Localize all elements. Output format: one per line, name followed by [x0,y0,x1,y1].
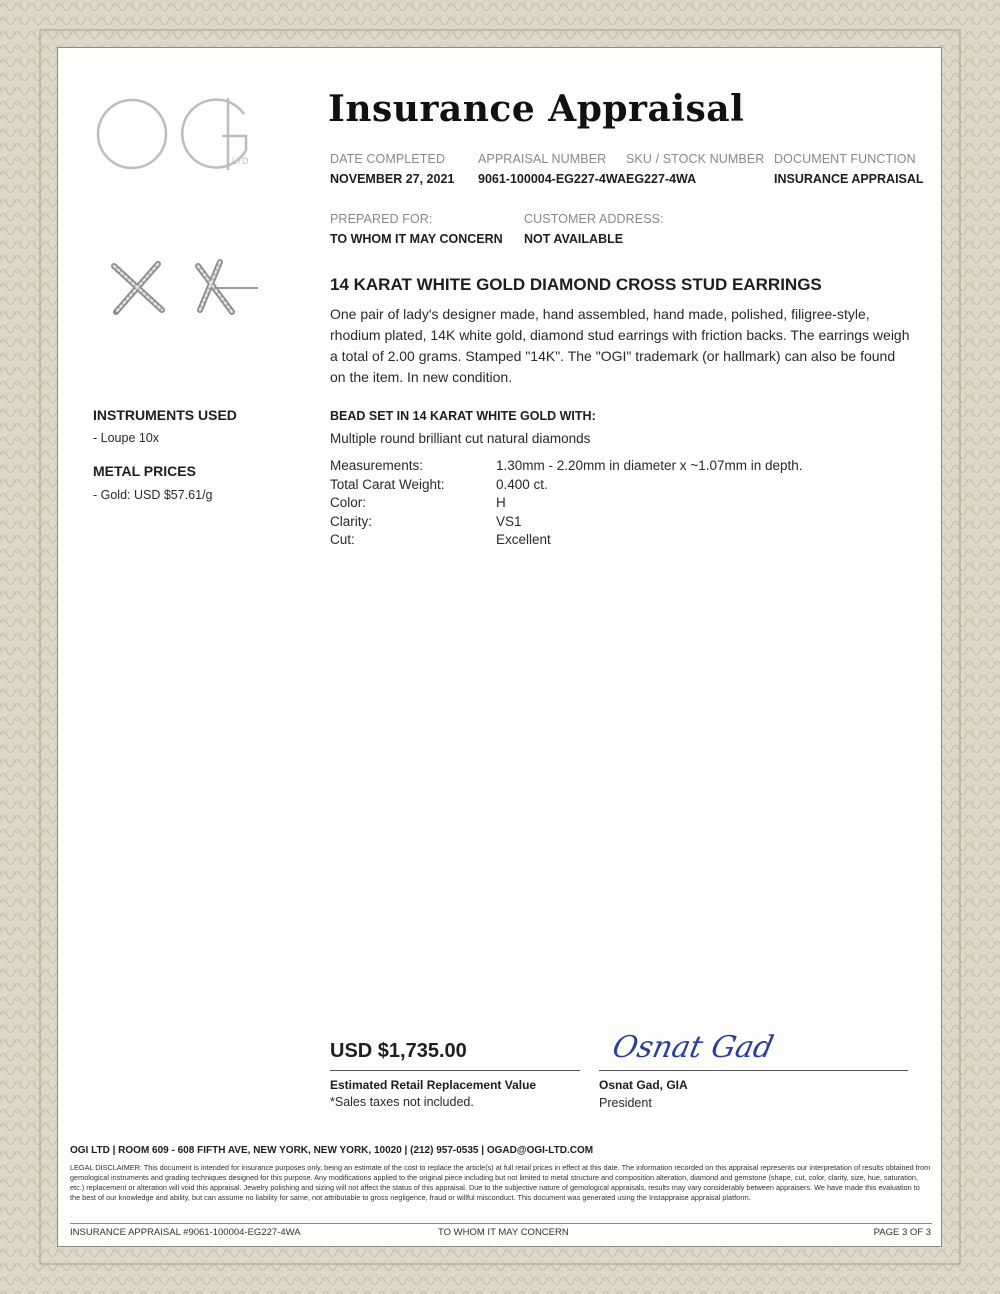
spec-value: 0.400 ct. [496,476,548,492]
signer-role: President [599,1096,652,1110]
meta-label: APPRAISAL NUMBER [478,152,607,166]
meta-label: SKU / STOCK NUMBER [626,152,765,166]
valuation-rule [330,1070,580,1071]
page-number: PAGE 3 OF 3 [873,1227,931,1238]
spec-value: VS1 [496,513,522,529]
bottom-bar-left: INSURANCE APPRAISAL #9061-100004-EG227-4WA [70,1227,301,1238]
earrings-illustration [98,248,273,338]
spec-label: Total Carat Weight: [330,476,445,492]
meta-label: DOCUMENT FUNCTION [774,152,916,166]
bottom-rule [70,1223,932,1224]
meta-document-function [774,152,924,186]
metal-price-item: - Gold: USD $57.61/g [93,488,213,502]
spec-label: Measurements: [330,458,424,473]
valuation-amount: USD $1,735.00 [330,1040,467,1062]
spec-row [330,495,890,514]
signature-script: Osnat Gad [609,1030,777,1065]
meta-value: INSURANCE APPRAISAL [774,172,924,186]
meta-date [330,152,454,186]
signer-name: Osnat Gad, GIA [599,1078,688,1092]
prepared-for [330,212,503,246]
spec-value: H [496,495,506,510]
item-description: One pair of lady's designer made, hand assembled, hand made, polished, filigree-style, rhodium plated, 14K white gold, diamond stud earrings with friction backs. The earrings weigh a total of 2.00 grams. Stamped "14K". The "OGI" trademark (or hallmark) can also be found on the item. In new condition. [330,306,910,385]
spec-row [330,532,890,551]
meta-sku [626,152,764,186]
appraisal-page [57,47,942,1247]
spec-row [330,477,890,496]
metal-prices-heading: METAL PRICES [93,463,196,479]
customer-address [524,212,664,246]
address-value: NOT AVAILABLE [524,232,624,246]
prepared-value: TO WHOM IT MAY CONCERN [330,232,503,246]
meta-value: 9061-100004-EG227-4WA [478,172,627,186]
spec-row [330,458,890,477]
legal-disclaimer: LEGAL DISCLAIMER: This document is intended for insurance purposes only, being an estimate of the cost to replace the article(s) at full retail prices in effect at this date. The information recorded on this appraisal represents our interpretation of results obtained from gemological instruments and grading techniques designed for this purpose. Any modifications applied to the original piece including but not limited to metal structure and composition alteration, diamond and gemstone (shape, cut, color, clarity, size, hue, saturation, etc.) replacement or alteration will void this appraisal. Jewelry polishing and sizing will not affect the status of this appraisal. Due to the subjective nature of gemological appraisals, results may vary considerably between appraisers. We have made this evaluation to the best of our knowledge and ability, but can assume no liability for same, not attributable to gross negligence, fraud or willful misconduct. This document was generated using the Instappraise appraisal platform. [70,1163,931,1202]
spec-value: Excellent [496,532,551,547]
item-heading: 14 KARAT WHITE GOLD DIAMOND CROSS STUD EARRINGS [330,275,822,294]
meta-value: EG227-4WA [626,172,697,186]
instruments-heading: INSTRUMENTS USED [93,407,237,423]
bottom-bar-center: TO WHOM IT MAY CONCERN [438,1227,569,1238]
item-image [98,248,273,338]
page-title: Insurance Appraisal [328,88,745,130]
ogi-logo [96,94,256,174]
spec-value: 1.30mm - 2.20mm in diameter x ~1.07mm in depth. [496,458,803,473]
logo-sub: LTD [232,156,249,166]
spec-table [330,458,890,551]
prepared-label: PREPARED FOR: [330,212,433,226]
meta-label: DATE COMPLETED [330,152,446,166]
meta-value: NOVEMBER 27, 2021 [330,172,455,186]
spec-row [330,514,890,533]
setting-heading: BEAD SET IN 14 KARAT WHITE GOLD WITH: [330,409,596,423]
meta-appraisal-number [478,152,626,186]
spec-label: Cut: [330,532,355,547]
signature-rule [599,1070,908,1071]
spec-label: Clarity: [330,513,373,529]
stone-line: Multiple round brilliant cut natural diamonds [330,431,591,446]
instrument-item: - Loupe 10x [93,431,160,445]
spec-label: Color: [330,495,367,510]
valuation-note: *Sales taxes not included. [330,1095,474,1109]
valuation-caption: Estimated Retail Replacement Value [330,1078,537,1092]
footer-address: OGI LTD | ROOM 609 - 608 FIFTH AVE, NEW YORK, NEW YORK, 10020 | (212) 957-0535 | OGAD@OGI-LTD.COM [70,1145,594,1156]
address-label: CUSTOMER ADDRESS: [524,212,664,226]
